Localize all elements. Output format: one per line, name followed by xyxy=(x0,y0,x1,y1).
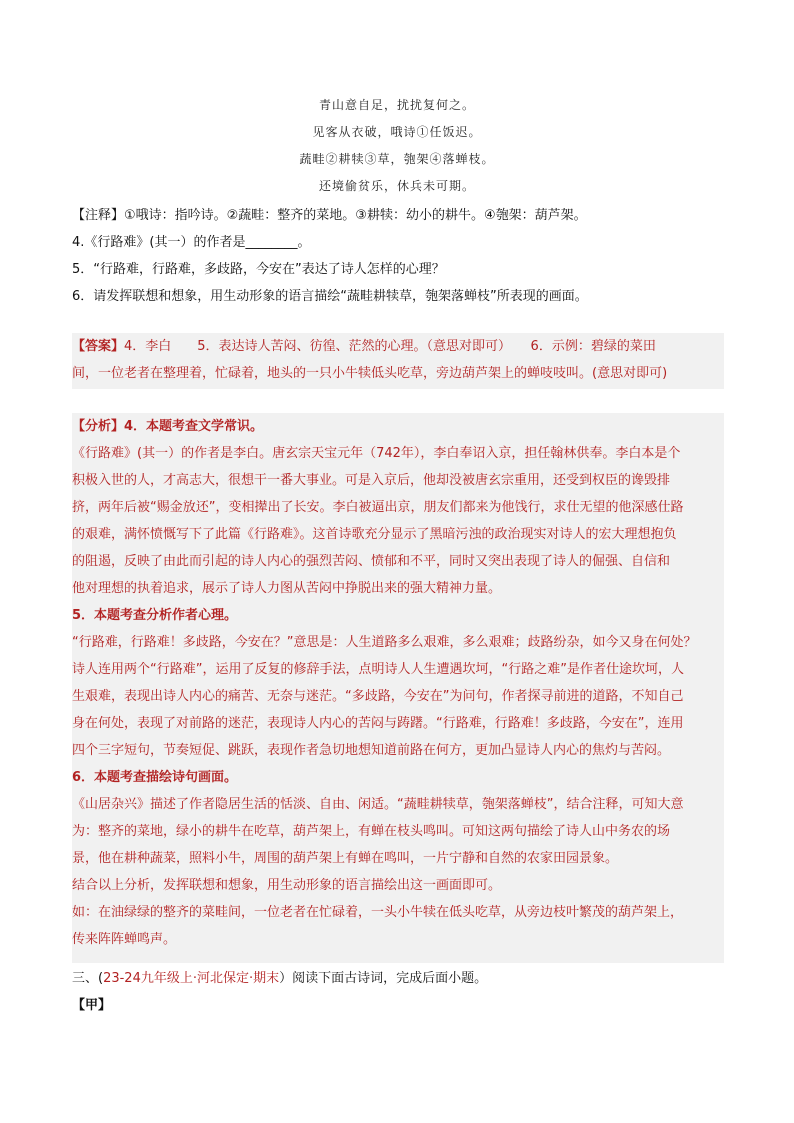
poem-line-2: 见客从衣破，哦诗①任饭迟。 xyxy=(312,125,482,139)
poem-line-1: 青山意自足，扰扰复何之。 xyxy=(318,98,475,112)
analysis-p4-line: 积极入世的人，才高志大，很想干一番大事业。可是入京后，他却没被唐玄宗重用，还受到权臣的谗毁排 xyxy=(72,473,671,488)
section-3-suffix: ）阅读下面古诗词，完成后面小题。 xyxy=(279,971,488,986)
analysis-p6-line: 为：整齐的菜地，绿小的耕牛在吃草，葫芦架上，有蝉在枝头鸣叫。可知这两句描绘了诗人山中务农的场 xyxy=(72,824,671,839)
question-6: 6．请发挥联想和想象，用生动形象的语言描绘“蔬畦耕犊草，匏架落蝉枝”所表现的画面。 xyxy=(72,289,588,304)
analysis-p5-line: “行路难，行路难！多歧路，今安在？”意思是：人生道路多么艰难，多么艰难；歧路纷杂，如今又身在何处？ xyxy=(72,635,697,650)
analysis-p6-line: 结合以上分析，发挥联想和想象，用生动形象的语言描绘出这一画面即可。 xyxy=(72,878,502,893)
analysis-head-4 xyxy=(72,413,724,440)
analysis-p4-line: 他对理想的执着追求，展示了诗人力图从苦闷中挣脱出来的强大精神力量。 xyxy=(72,581,502,596)
analysis-p4-line: 挤，两年后被“赐金放还”，变相撵出了长安。李白被逼出京，朋友们都来为他饯行，求仕无望的他深感仕路 xyxy=(72,500,684,515)
answer-line-1 xyxy=(72,333,724,360)
section-3-source: 23-24九年级上·河北保定·期末 xyxy=(103,971,280,986)
answer-line-2: 间，一位老者在整理着，忙碌着，地头的一只小牛犊低头吃草，旁边葫芦架上的蝉吱吱叫。(意思对即可) xyxy=(72,366,668,381)
analysis-p6-line: 如：在油绿绿的整齐的菜畦间，一位老者在忙碌着，一头小牛犊在低头吃草，从旁边枝叶繁茂的葫芦架上， xyxy=(72,905,684,920)
analysis-p6-line: 传来阵阵蝉鸣声。 xyxy=(72,932,177,947)
analysis-p5-line: 身在何处，表现了对前路的迷茫，表现诗人内心的苦闷与踌躇。“行路难，行路难！多歧路，今安在”，连用 xyxy=(72,716,684,731)
poem-line-4: 还境偷贫乐，休兵未可期。 xyxy=(318,179,475,193)
question-4: 4.《行路难》(其一）的作者是________。 xyxy=(72,235,311,250)
section-3-heading xyxy=(72,967,487,986)
section-3-prefix: 三、( xyxy=(72,971,104,986)
analysis-p6-line: 《山居杂兴》描述了作者隐居生活的恬淡、自由、闲适。“蔬畦耕犊草，匏架落蝉枝”，结合注释，可知大意 xyxy=(72,797,684,812)
question-5: 5．“行路难，行路难，多歧路，今安在”表达了诗人怎样的心理？ xyxy=(72,262,445,277)
jia-label: 【甲】 xyxy=(72,998,112,1013)
analysis-block xyxy=(72,413,724,963)
analysis-head-5: 5．本题考查分析作者心理。 xyxy=(72,608,238,623)
answer-text-1: 4．李白 5．表达诗人苦闷、彷徨、茫然的心理。（意思对即可） 6．示例：碧绿的菜田 xyxy=(124,339,656,354)
answer-tag: 【答案】 xyxy=(72,339,125,354)
analysis-head-6: 6．本题考查描绘诗句画面。 xyxy=(72,770,238,785)
analysis-p6-line: 景，他在耕种蔬菜，照料小牛，周围的葫芦架上有蝉在鸣叫，一片宁静和自然的农家田园景象。 xyxy=(72,851,619,866)
annotation-note: 【注释】①哦诗：指吟诗。②蔬畦：整齐的菜地。③耕犊：幼小的耕牛。④匏架：葫芦架。 xyxy=(72,208,587,223)
answer-block xyxy=(72,333,724,389)
analysis-p4-line: 的阻遏，反映了由此而引起的诗人内心的强烈苦闷、愤郁和不平，同时又突出表现了诗人的倔强、自信和 xyxy=(72,554,671,569)
poem-line-3: 蔬畦②耕犊③草，匏架④落蝉枝。 xyxy=(299,152,495,166)
analysis-p4-line: 的艰难，满怀愤慨写下了此篇《行路难》。这首诗歌充分显示了黑暗污浊的政治现实对诗人的宏大理想抱负 xyxy=(72,527,677,542)
analysis-p5-line: 生艰难，表现出诗人内心的痛苦、无奈与迷茫。“多歧路，今安在”为问句，作者探寻前进的道路，不知自己 xyxy=(72,689,684,704)
analysis-head-4-text: 4．本题考查文学常识。 xyxy=(124,419,264,434)
analysis-p5-line: 四个三字短句，节奏短促、跳跃，表现作者急切地想知道前路在何方，更加凸显诗人内心的焦灼与苦闷。 xyxy=(72,743,671,758)
analysis-p5-line: 诗人连用两个“行路难”，运用了反复的修辞手法，点明诗人人生遭遇坎坷，“行路之难”是作者仕途坎坷，人 xyxy=(72,662,684,677)
analysis-tag: 【分析】 xyxy=(72,419,125,434)
analysis-p4-line: 《行路难》(其一）的作者是李白。唐玄宗天宝元年（742年），李白奉诏入京，担任翰林供奉。李白本是个 xyxy=(72,446,681,461)
